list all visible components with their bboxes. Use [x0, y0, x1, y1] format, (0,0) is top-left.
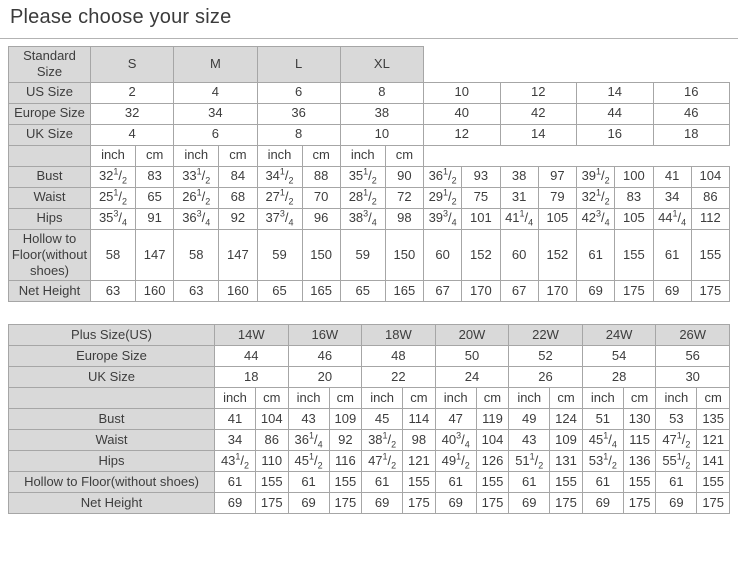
measure-cell: 67: [424, 281, 462, 302]
measure-cell: $34^1/_2$: [257, 166, 302, 187]
row-label: Bust: [9, 409, 215, 430]
row-label: Hips: [9, 208, 91, 229]
measure-cell: $36^1/_4$: [288, 430, 329, 451]
measure-cell: 105: [615, 208, 653, 229]
size-value-cell: 4: [174, 82, 257, 103]
size-value-cell: 20: [288, 367, 362, 388]
measure-cell: 165: [385, 281, 423, 302]
size-value-cell: 38: [340, 103, 423, 124]
size-value-cell: 16: [577, 124, 654, 145]
unit-cell-inch: inch: [656, 388, 697, 409]
measure-cell: 92: [219, 208, 257, 229]
measure-cell: 150: [385, 229, 423, 281]
unit-cell-cm: cm: [476, 388, 509, 409]
size-value-cell: 10: [424, 82, 501, 103]
measure-cell: 110: [256, 451, 289, 472]
measure-cell: 116: [329, 451, 362, 472]
measure-cell: 69: [288, 493, 329, 514]
measure-cell: $47^1/_2$: [362, 451, 403, 472]
measure-cell: $41^1/_4$: [500, 208, 538, 229]
unit-cell-cm: cm: [136, 145, 174, 166]
measure-cell: 53: [656, 409, 697, 430]
size-value-cell: 54: [582, 346, 656, 367]
measure-cell: $39^1/_2$: [577, 166, 615, 187]
measure-cell: 63: [174, 281, 219, 302]
size-value-cell: 52: [509, 346, 583, 367]
unit-row-label: [9, 388, 215, 409]
measure-cell: $42^3/_4$: [577, 208, 615, 229]
size-value-cell: 12: [424, 124, 501, 145]
size-value-cell: 46: [288, 346, 362, 367]
measure-cell: 175: [623, 493, 656, 514]
measure-cell: 175: [329, 493, 362, 514]
row-label: Hollow to Floor(without shoes): [9, 472, 215, 493]
measure-cell: 126: [476, 451, 509, 472]
measure-cell: 45: [362, 409, 403, 430]
measure-cell: 84: [219, 166, 257, 187]
measure-cell: 68: [219, 187, 257, 208]
size-value-cell: 6: [257, 82, 340, 103]
measure-cell: 61: [288, 472, 329, 493]
row-label: Hips: [9, 451, 215, 472]
measure-cell: 98: [403, 430, 436, 451]
measure-cell: $32^1/_2$: [577, 187, 615, 208]
size-group-cell: 18W: [362, 325, 436, 346]
size-value-cell: 44: [215, 346, 289, 367]
unit-cell-inch: inch: [582, 388, 623, 409]
measure-cell: 69: [362, 493, 403, 514]
measure-cell: 60: [500, 229, 538, 281]
row-label: Net Height: [9, 493, 215, 514]
row-label: Standard Size: [9, 47, 91, 83]
divider: [0, 38, 738, 39]
measure-cell: 49: [509, 409, 550, 430]
measure-cell: 41: [653, 166, 691, 187]
measure-cell: 69: [656, 493, 697, 514]
size-value-cell: 4: [91, 124, 174, 145]
measure-cell: 115: [623, 430, 656, 451]
measure-cell: 175: [691, 281, 729, 302]
size-value-cell: 48: [362, 346, 436, 367]
measure-cell: $44^1/_4$: [653, 208, 691, 229]
unit-cell-inch: inch: [174, 145, 219, 166]
size-group-cell: L: [257, 47, 340, 83]
page-title: Please choose your size: [10, 6, 232, 28]
size-row: [9, 82, 730, 103]
row-label: Plus Size(US): [9, 325, 215, 346]
size-tables: [0, 46, 738, 514]
size-value-cell: 18: [653, 124, 730, 145]
measure-cell: $32^1/_2$: [91, 166, 136, 187]
size-group-row: [9, 325, 730, 346]
size-group-cell: 14W: [215, 325, 289, 346]
measure-cell: $53^1/_2$: [582, 451, 623, 472]
row-label: UK Size: [9, 367, 215, 388]
measure-cell: 131: [550, 451, 583, 472]
measure-cell: 152: [538, 229, 576, 281]
row-label: Bust: [9, 166, 91, 187]
measure-cell: 61: [582, 472, 623, 493]
row-label: US Size: [9, 82, 91, 103]
measure-cell: 155: [615, 229, 653, 281]
measure-cell: 63: [91, 281, 136, 302]
measure-cell: 109: [550, 430, 583, 451]
measure-cell: $27^1/_2$: [257, 187, 302, 208]
measure-cell: $29^1/_2$: [424, 187, 462, 208]
measure-cell: 69: [509, 493, 550, 514]
measure-cell: 160: [136, 281, 174, 302]
measure-cell: 58: [174, 229, 219, 281]
measure-cell: 130: [623, 409, 656, 430]
size-value-cell: 44: [577, 103, 654, 124]
size-value-cell: 6: [174, 124, 257, 145]
measure-cell: 175: [403, 493, 436, 514]
measure-cell: 175: [615, 281, 653, 302]
measure-cell: 41: [215, 409, 256, 430]
measure-cell: $45^1/_4$: [582, 430, 623, 451]
measure-cell: $25^1/_2$: [91, 187, 136, 208]
unit-cell-inch: inch: [509, 388, 550, 409]
measure-cell: 65: [340, 281, 385, 302]
measure-cell: 90: [385, 166, 423, 187]
measure-cell: 121: [403, 451, 436, 472]
measure-cell: 58: [91, 229, 136, 281]
measure-cell: 160: [219, 281, 257, 302]
measure-cell: $47^1/_2$: [656, 430, 697, 451]
measure-cell: 69: [582, 493, 623, 514]
size-value-cell: 40: [424, 103, 501, 124]
measure-cell: 43: [288, 409, 329, 430]
unit-cell-cm: cm: [623, 388, 656, 409]
measure-cell: 65: [257, 281, 302, 302]
size-value-cell: 14: [577, 82, 654, 103]
measure-cell: 86: [256, 430, 289, 451]
measure-row: [9, 472, 730, 493]
measure-cell: $45^1/_2$: [288, 451, 329, 472]
measure-cell: $55^1/_2$: [656, 451, 697, 472]
measure-cell: 61: [509, 472, 550, 493]
row-label: Waist: [9, 187, 91, 208]
measure-cell: 175: [697, 493, 730, 514]
measure-row: [9, 166, 730, 187]
unit-cell-cm: cm: [302, 145, 340, 166]
measure-cell: 124: [550, 409, 583, 430]
size-value-cell: 18: [215, 367, 289, 388]
measure-cell: 38: [500, 166, 538, 187]
row-label: Europe Size: [9, 103, 91, 124]
size-group-cell: 20W: [435, 325, 509, 346]
size-value-cell: 36: [257, 103, 340, 124]
measure-row: [9, 409, 730, 430]
measure-cell: 65: [136, 187, 174, 208]
size-group-cell: 22W: [509, 325, 583, 346]
measure-cell: 60: [424, 229, 462, 281]
measure-cell: 92: [329, 430, 362, 451]
measure-cell: $35^1/_2$: [340, 166, 385, 187]
measure-cell: 83: [136, 166, 174, 187]
unit-row: [9, 145, 730, 166]
size-group-row: [9, 47, 730, 83]
size-group-cell: 26W: [656, 325, 730, 346]
size-row: [9, 367, 730, 388]
standard-size-table: [8, 46, 730, 302]
size-value-cell: 50: [435, 346, 509, 367]
size-value-cell: 28: [582, 367, 656, 388]
measure-cell: $33^1/_2$: [174, 166, 219, 187]
measure-cell: 69: [653, 281, 691, 302]
row-label: UK Size: [9, 124, 91, 145]
measure-cell: $36^3/_4$: [174, 208, 219, 229]
unit-cell-cm: cm: [329, 388, 362, 409]
unit-cell-inch: inch: [435, 388, 476, 409]
measure-cell: 61: [577, 229, 615, 281]
measure-cell: 61: [362, 472, 403, 493]
size-group-cell: 24W: [582, 325, 656, 346]
measure-cell: $43^1/_2$: [215, 451, 256, 472]
unit-cell-cm: cm: [385, 145, 423, 166]
measure-cell: 170: [462, 281, 500, 302]
measure-cell: 147: [219, 229, 257, 281]
measure-cell: 155: [691, 229, 729, 281]
measure-cell: 67: [500, 281, 538, 302]
measure-cell: 121: [697, 430, 730, 451]
measure-cell: 101: [462, 208, 500, 229]
row-label: Europe Size: [9, 346, 215, 367]
size-value-cell: 12: [500, 82, 577, 103]
measure-cell: 112: [691, 208, 729, 229]
size-value-cell: 56: [656, 346, 730, 367]
measure-row: [9, 187, 730, 208]
size-group-cell: XL: [340, 47, 423, 83]
measure-cell: 175: [256, 493, 289, 514]
measure-cell: 43: [509, 430, 550, 451]
measure-cell: $38^1/_2$: [362, 430, 403, 451]
measure-cell: 69: [215, 493, 256, 514]
measure-cell: 147: [136, 229, 174, 281]
measure-cell: 72: [385, 187, 423, 208]
size-value-cell: 32: [91, 103, 174, 124]
unit-cell-inch: inch: [340, 145, 385, 166]
measure-cell: $36^1/_2$: [424, 166, 462, 187]
measure-row: [9, 229, 730, 281]
measure-cell: 136: [623, 451, 656, 472]
measure-row: [9, 451, 730, 472]
unit-row: [9, 388, 730, 409]
measure-cell: 47: [435, 409, 476, 430]
measure-cell: 155: [550, 472, 583, 493]
size-row: [9, 124, 730, 145]
measure-cell: $49^1/_2$: [435, 451, 476, 472]
size-group-cell: S: [91, 47, 174, 83]
measure-cell: 175: [550, 493, 583, 514]
size-value-cell: 2: [91, 82, 174, 103]
measure-cell: 104: [256, 409, 289, 430]
measure-cell: 114: [403, 409, 436, 430]
measure-cell: 104: [691, 166, 729, 187]
size-value-cell: 10: [340, 124, 423, 145]
measure-cell: $35^3/_4$: [91, 208, 136, 229]
unit-cell-cm: cm: [403, 388, 436, 409]
measure-cell: 170: [538, 281, 576, 302]
size-group-cell: M: [174, 47, 257, 83]
size-value-cell: 8: [340, 82, 423, 103]
row-label: Net Height: [9, 281, 91, 302]
measure-cell: 79: [538, 187, 576, 208]
row-label: Waist: [9, 430, 215, 451]
plus-size-table: [8, 324, 730, 514]
measure-cell: 61: [656, 472, 697, 493]
measure-cell: 69: [435, 493, 476, 514]
measure-cell: 93: [462, 166, 500, 187]
measure-cell: 61: [653, 229, 691, 281]
measure-cell: 96: [302, 208, 340, 229]
size-value-cell: 14: [500, 124, 577, 145]
measure-cell: 98: [385, 208, 423, 229]
size-row: [9, 103, 730, 124]
unit-cell-inch: inch: [215, 388, 256, 409]
measure-cell: 109: [329, 409, 362, 430]
measure-cell: 155: [697, 472, 730, 493]
unit-cell-cm: cm: [256, 388, 289, 409]
size-value-cell: 34: [174, 103, 257, 124]
measure-cell: 34: [653, 187, 691, 208]
measure-cell: $26^1/_2$: [174, 187, 219, 208]
size-row: [9, 346, 730, 367]
measure-cell: 135: [697, 409, 730, 430]
measure-cell: 70: [302, 187, 340, 208]
unit-cell-cm: cm: [219, 145, 257, 166]
size-value-cell: 42: [500, 103, 577, 124]
size-value-cell: 30: [656, 367, 730, 388]
measure-cell: 165: [302, 281, 340, 302]
measure-cell: 175: [476, 493, 509, 514]
size-value-cell: 24: [435, 367, 509, 388]
unit-cell-cm: cm: [697, 388, 730, 409]
measure-cell: 100: [615, 166, 653, 187]
unit-cell-cm: cm: [550, 388, 583, 409]
size-value-cell: 16: [653, 82, 730, 103]
measure-cell: $40^3/_4$: [435, 430, 476, 451]
measure-cell: 88: [302, 166, 340, 187]
measure-cell: $51^1/_2$: [509, 451, 550, 472]
measure-row: [9, 208, 730, 229]
measure-row: [9, 430, 730, 451]
measure-cell: 61: [435, 472, 476, 493]
measure-row: [9, 493, 730, 514]
measure-cell: 119: [476, 409, 509, 430]
measure-cell: $38^3/_4$: [340, 208, 385, 229]
size-group-cell: 16W: [288, 325, 362, 346]
measure-cell: 75: [462, 187, 500, 208]
unit-cell-inch: inch: [362, 388, 403, 409]
measure-cell: 105: [538, 208, 576, 229]
size-value-cell: 8: [257, 124, 340, 145]
unit-cell-inch: inch: [257, 145, 302, 166]
measure-cell: 86: [691, 187, 729, 208]
measure-cell: 155: [476, 472, 509, 493]
measure-cell: 69: [577, 281, 615, 302]
measure-cell: 155: [623, 472, 656, 493]
unit-row-label: [9, 145, 91, 166]
measure-row: [9, 281, 730, 302]
measure-cell: 31: [500, 187, 538, 208]
unit-cell-inch: inch: [91, 145, 136, 166]
measure-cell: 150: [302, 229, 340, 281]
measure-cell: 141: [697, 451, 730, 472]
measure-cell: 97: [538, 166, 576, 187]
measure-cell: 155: [256, 472, 289, 493]
measure-cell: 34: [215, 430, 256, 451]
size-value-cell: 46: [653, 103, 730, 124]
unit-cell-inch: inch: [288, 388, 329, 409]
measure-cell: 155: [403, 472, 436, 493]
measure-cell: $28^1/_2$: [340, 187, 385, 208]
measure-cell: 59: [340, 229, 385, 281]
measure-cell: 155: [329, 472, 362, 493]
measure-cell: $37^3/_4$: [257, 208, 302, 229]
measure-cell: 59: [257, 229, 302, 281]
measure-cell: 51: [582, 409, 623, 430]
size-value-cell: 22: [362, 367, 436, 388]
measure-cell: $39^3/_4$: [424, 208, 462, 229]
measure-cell: 104: [476, 430, 509, 451]
measure-cell: 152: [462, 229, 500, 281]
measure-cell: 91: [136, 208, 174, 229]
size-value-cell: 26: [509, 367, 583, 388]
row-label: Hollow to Floor(without shoes): [9, 229, 91, 281]
measure-cell: 61: [215, 472, 256, 493]
measure-cell: 83: [615, 187, 653, 208]
